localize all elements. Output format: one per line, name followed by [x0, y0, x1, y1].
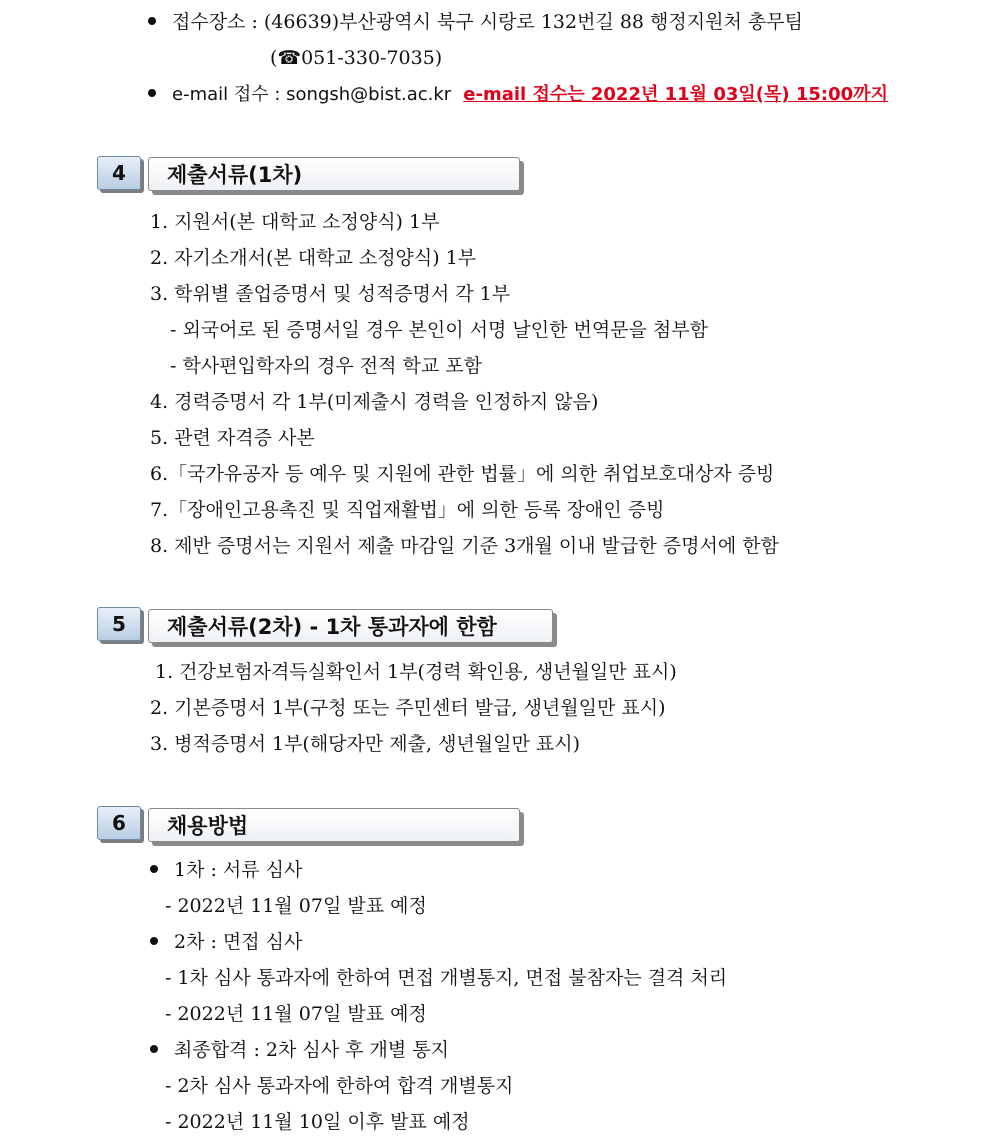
list-item: - 외국어로 된 증명서일 경우 본인이 서명 날인한 번역문을 첨부함 — [170, 319, 708, 341]
receipt-place-text: 접수장소 : (46639)부산광역시 북구 시랑로 132번길 88 행정지원처 총무팀 — [172, 11, 803, 33]
list-item: 5. 관련 자격증 사본 — [150, 427, 315, 449]
bullet-icon — [150, 865, 158, 873]
method-step-1-note: - 2022년 11월 07일 발표 예정 — [165, 895, 427, 917]
method-step-3-note-1: - 2차 심사 통과자에 한하여 합격 개별통지 — [165, 1075, 514, 1097]
section-6-number: 6 — [97, 806, 141, 840]
method-step-2-note-1: - 1차 심사 통과자에 한하여 면접 개별통지, 면접 불참자는 결격 처리 — [165, 967, 728, 989]
section-5-number: 5 — [97, 607, 141, 641]
list-item: 2. 기본증명서 1부(구청 또는 주민센터 발급, 생년월일만 표시) — [150, 697, 666, 719]
list-item: 6.「국가유공자 등 예우 및 지원에 관한 법률」에 의한 취업보호대상자 증빙 — [150, 463, 775, 485]
method-step-3 — [150, 1038, 449, 1062]
method-step-2-note-2: - 2022년 11월 07일 발표 예정 — [165, 1003, 427, 1025]
list-item: 1. 건강보험자격득실확인서 1부(경력 확인용, 생년월일만 표시) — [155, 661, 677, 683]
email-label: e-mail 접수 : songsh@bist.ac.kr — [172, 84, 452, 105]
receipt-place-line — [148, 10, 803, 34]
bullet-icon — [148, 89, 156, 97]
list-item: 8. 제반 증명서는 지원서 제출 마감일 기준 3개월 이내 발급한 증명서에 한함 — [150, 535, 779, 557]
method-step-1-text: 1차 : 서류 심사 — [174, 859, 303, 881]
list-item: - 학사편입학자의 경우 전적 학교 포함 — [170, 355, 482, 377]
section-4-number: 4 — [97, 156, 141, 190]
bullet-icon — [150, 1045, 158, 1053]
section-5-title: 제출서류(2차) - 1차 통과자에 한함 — [148, 609, 553, 643]
phone-line: (☎051-330-7035) — [270, 47, 443, 69]
section-4-title: 제출서류(1차) — [148, 157, 520, 191]
list-item: 1. 지원서(본 대학교 소정양식) 1부 — [150, 211, 440, 233]
list-item: 7.「장애인고용촉진 및 직업재활법」에 의한 등록 장애인 증빙 — [150, 499, 665, 521]
list-item: 4. 경력증명서 각 1부(미제출시 경력을 인정하지 않음) — [150, 391, 599, 413]
bullet-icon — [148, 17, 156, 25]
bullet-icon — [150, 937, 158, 945]
list-item: 2. 자기소개서(본 대학교 소정양식) 1부 — [150, 247, 477, 269]
method-step-3-note-2: - 2022년 11월 10일 이후 발표 예정 — [165, 1111, 470, 1133]
list-item: 3. 학위별 졸업증명서 및 성적증명서 각 1부 — [150, 283, 511, 305]
email-line — [148, 82, 888, 107]
method-step-1 — [150, 858, 302, 882]
list-item: 3. 병적증명서 1부(해당자만 제출, 생년월일만 표시) — [150, 733, 581, 755]
method-step-2-text: 2차 : 면접 심사 — [174, 931, 303, 953]
method-step-2 — [150, 930, 302, 954]
method-step-3-text: 최종합격 : 2차 심사 후 개별 통지 — [174, 1039, 449, 1061]
email-deadline: e-mail 접수는 2022년 11월 03일(목) 15:00까지 — [463, 84, 888, 105]
section-6-title: 채용방법 — [148, 808, 520, 842]
